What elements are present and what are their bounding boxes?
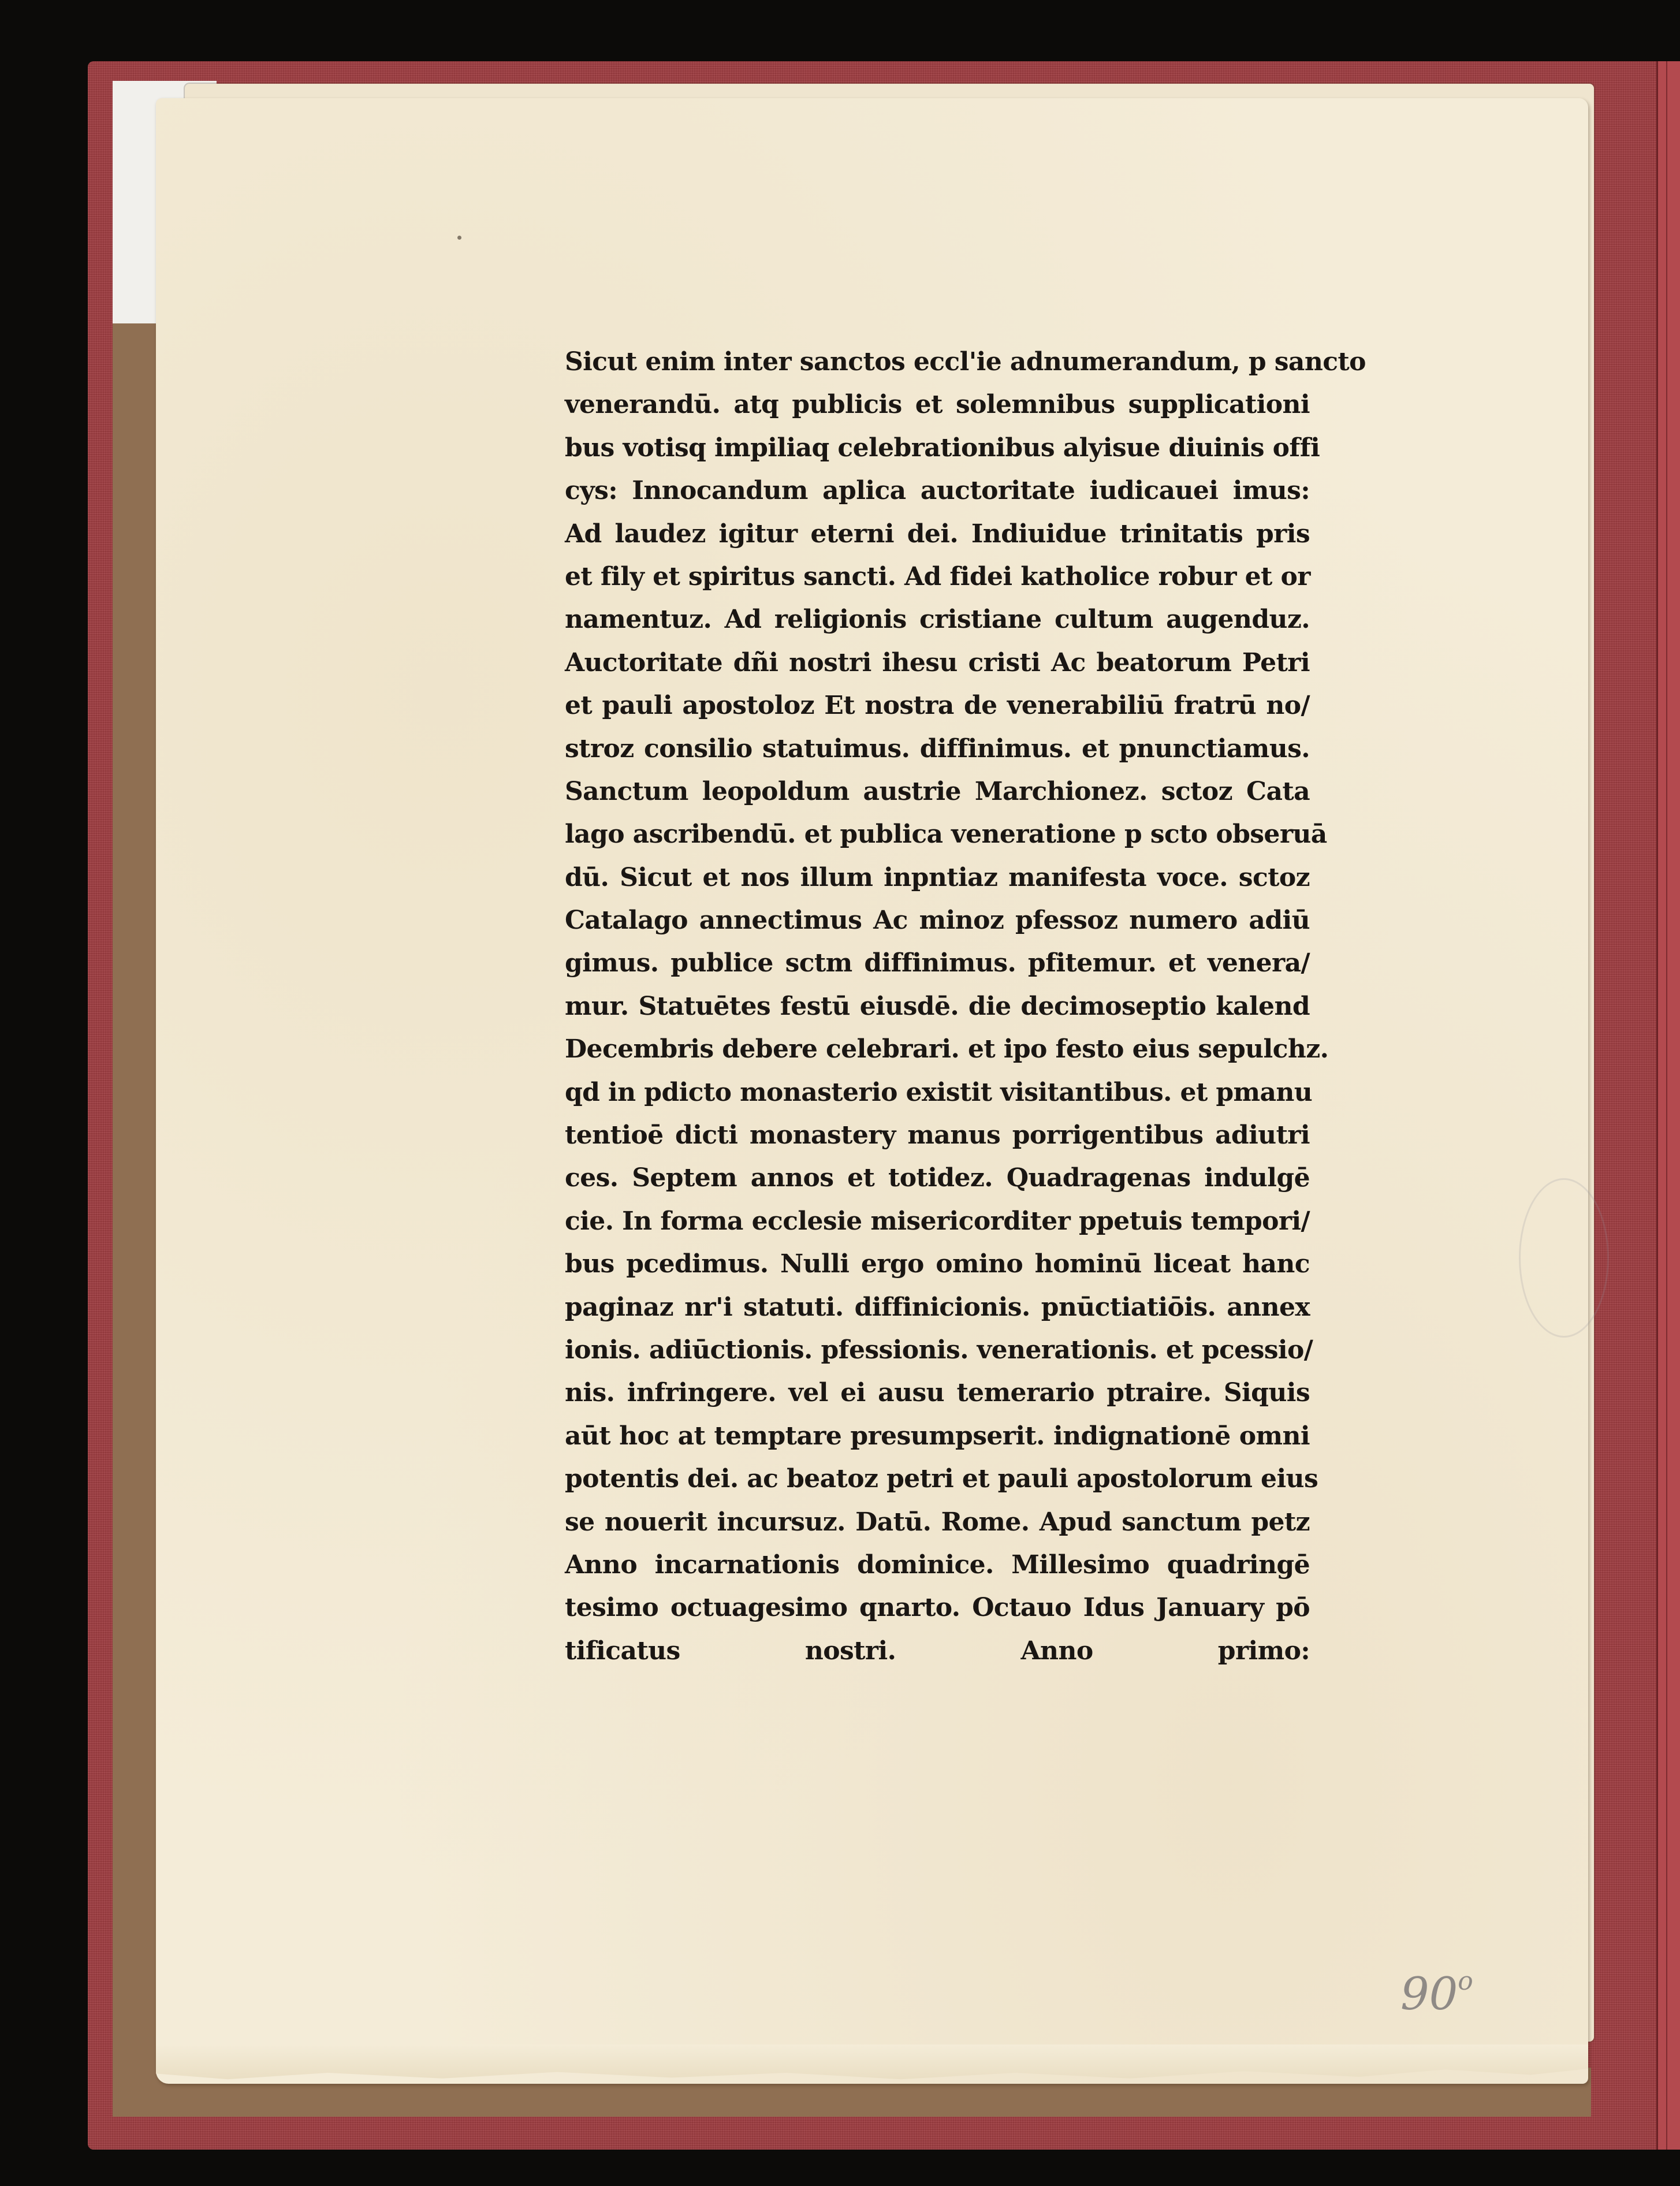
text-line: tesimo octuagesimo qnarto. Octauo Idus January pō bbox=[565, 1593, 1310, 1623]
text-line: paginaz nr'i statuti. diffinicionis. pnūctiatiōis. annex bbox=[565, 1292, 1310, 1322]
text-line: lago ascribendū. et publica veneratione p scto obseruā bbox=[565, 820, 1327, 850]
text-line: et fily et spiritus sancti. Ad fidei katholice robur et or bbox=[565, 561, 1310, 591]
text-line: nis. infringere. vel ei ausu temerario ptraire. Siquis bbox=[565, 1378, 1310, 1408]
text-line: potentis dei. ac beatoz petri et pauli apostolorum eius bbox=[565, 1464, 1318, 1494]
printed-text-block bbox=[565, 341, 1366, 1666]
text-line: Auctoritate dñi nostri ihesu cristi Ac beatorum Petri bbox=[565, 647, 1310, 677]
text-line: ces. Septem annos et totidez. Quadragenas indulgē bbox=[565, 1163, 1310, 1193]
text-line: se nouerit incursuz. Datū. Rome. Apud sanctum petz bbox=[565, 1507, 1310, 1537]
text-line: Ad laudez igitur eterni dei. Indiuidue trinitatis pris bbox=[565, 519, 1310, 549]
text-line: venerandū. atq publicis et solemnibus supplicationi bbox=[565, 390, 1310, 420]
text-line: gimus. publice sctm diffinimus. pfitemur. et venera/ bbox=[565, 948, 1310, 978]
text-line: ionis. adiūctionis. pfessionis. venerationis. et pcessio/ bbox=[565, 1335, 1313, 1365]
ink-speck bbox=[457, 236, 461, 240]
text-line: Anno incarnationis dominice. Millesimo quadringē bbox=[565, 1550, 1310, 1580]
text-line: qd in pdicto monasterio existit visitantibus. et pmanu bbox=[565, 1077, 1313, 1107]
text-line: dū. Sicut et nos illum inpntiaz manifesta voce. sctoz bbox=[565, 862, 1310, 892]
text-line: bus pcedimus. Nulli ergo omino hominū liceat hanc bbox=[565, 1249, 1310, 1279]
text-line: tificatus nostri. Anno primo: bbox=[565, 1636, 1310, 1666]
folio-superscript: o bbox=[1458, 1967, 1473, 1996]
library-stamp-icon bbox=[1519, 1178, 1609, 1338]
text-line: Sicut enim inter sanctos eccl'ie adnumerandum, p sancto bbox=[565, 347, 1366, 377]
text-line: cys: Innocandum aplica auctoritate iudicauei imus: bbox=[565, 476, 1310, 506]
binder-spine-edge bbox=[1656, 61, 1680, 2150]
text-line: et pauli apostoloz Et nostra de venerabiliū fratrū no/ bbox=[565, 691, 1310, 721]
pencil-folio-number bbox=[1400, 1967, 1473, 2020]
text-line: cie. In forma ecclesie misericorditer ppetuis tempori/ bbox=[565, 1206, 1310, 1236]
text-line: stroz consilio statuimus. diffinimus. et pnunctiamus. bbox=[565, 733, 1310, 764]
text-line: aūt hoc at temptare presumpserit. indignationē omni bbox=[565, 1421, 1310, 1451]
text-line: tentioē dicti monastery manus porrigentibus adiutri bbox=[565, 1120, 1310, 1150]
text-line: Catalago annectimus Ac minoz pfessoz numero adiū bbox=[565, 906, 1310, 936]
text-line: mur. Statuētes festū eiusdē. die decimoseptio kalend bbox=[565, 991, 1310, 1021]
text-line: Decembris debere celebrari. et ipo festo eius sepulchz. bbox=[565, 1034, 1329, 1064]
folio-number: 90 bbox=[1400, 1968, 1458, 2020]
text-line: Sanctum leopoldum austrie Marchionez. sctoz Cata bbox=[565, 776, 1310, 806]
text-line: bus votisq impiliaq celebrationibus alyisue diuinis offi bbox=[565, 433, 1320, 463]
text-line: namentuz. Ad religionis cristiane cultum augenduz. bbox=[565, 605, 1310, 635]
